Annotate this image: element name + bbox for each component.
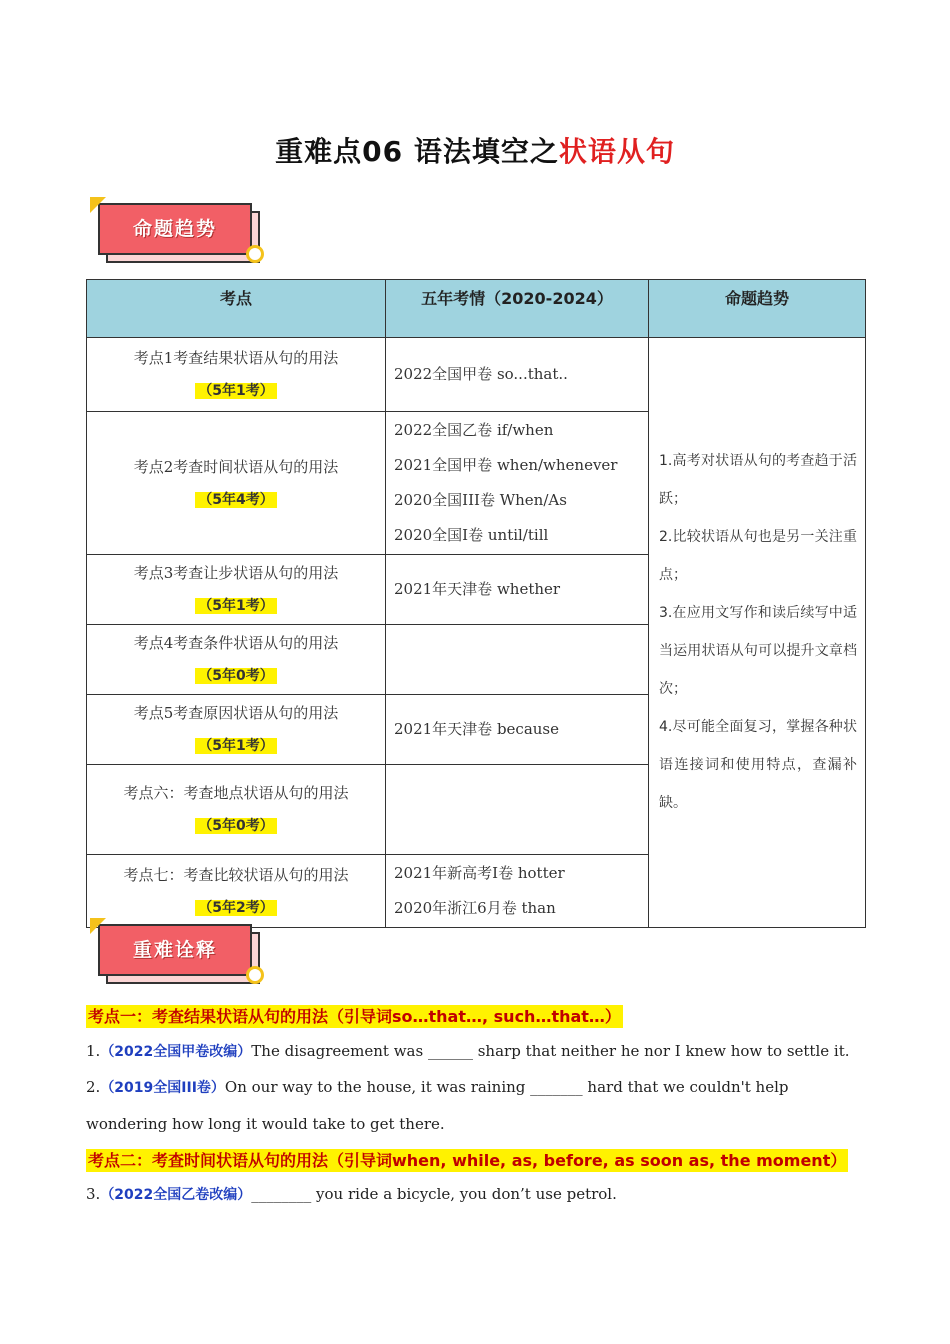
- explain-badge: [98, 924, 268, 986]
- ring-icon: [246, 966, 264, 984]
- count-badge: （5年0考）: [195, 668, 276, 684]
- count-badge: （5年2考）: [195, 900, 276, 916]
- section-heading-2: 考点二：考查时间状语从句的用法（引导词when, while, as, before, as soon as, the moment）: [88, 1151, 847, 1170]
- exam-cell: 2022全国乙卷 if/when 2021全国甲卷 when/whenever 2020全国III卷 When/As 2020全国I卷 until/till: [386, 412, 649, 555]
- trend-item: 3.在应用文写作和读后续写中适当运用状语从句可以提升文章档次；: [659, 605, 857, 697]
- page-title: 重难点06 语法填空之状语从句: [275, 135, 675, 168]
- question-1: 1.（2022全国甲卷改编）The disagreement was ______ sharp that neither he nor I knew how to settle it.: [86, 1042, 850, 1060]
- trend-badge: [98, 203, 268, 265]
- count-badge: （5年1考）: [195, 598, 276, 614]
- exam-cell: 2021年新高考I卷 hotter 2020年浙江6月卷 than: [386, 855, 649, 928]
- flag-icon: [90, 918, 106, 934]
- exam-cell: 2021年天津卷 because: [386, 695, 649, 765]
- trend-cell: [649, 338, 866, 928]
- point-cell: 考点六：考查地点状语从句的用法 （5年0考）: [87, 765, 386, 855]
- point-cell: 考点2考查时间状语从句的用法 （5年4考）: [87, 412, 386, 555]
- exam-cell: [386, 625, 649, 695]
- point-cell: 考点5考查原因状语从句的用法 （5年1考）: [87, 695, 386, 765]
- section-heading-1: 考点一：考查结果状语从句的用法（引导词so…that…, such…that…）: [88, 1007, 621, 1026]
- count-badge: （5年1考）: [195, 738, 276, 754]
- trend-item: 1.高考对状语从句的考查趋于活跃；: [659, 453, 857, 507]
- trend-item: 2.比较状语从句也是另一关注重点；: [659, 529, 857, 583]
- explain-badge-label: 重难诠释: [98, 924, 252, 976]
- table-header: 命题趋势: [649, 280, 866, 338]
- table-row: [87, 338, 866, 412]
- point-cell: 考点3考查让步状语从句的用法 （5年1考）: [87, 555, 386, 625]
- question-source: （2022全国甲卷改编）: [100, 1044, 252, 1060]
- ring-icon: [246, 245, 264, 263]
- exam-cell: 2022全国甲卷 so...that..: [386, 338, 649, 412]
- count-badge: （5年0考）: [195, 818, 276, 834]
- question-3: 3.（2022全国乙卷改编）________ you ride a bicycle, you don’t use petrol.: [86, 1185, 617, 1203]
- question-source: （2019全国III卷）: [100, 1080, 225, 1096]
- exam-table: [86, 279, 866, 928]
- flag-icon: [90, 197, 106, 213]
- point-cell: 考点1考查结果状语从句的用法 （5年1考）: [87, 338, 386, 412]
- question-source: （2022全国乙卷改编）: [100, 1187, 252, 1203]
- trend-item: 4.尽可能全面复习，掌握各种状语连接词和使用特点，查漏补缺。: [659, 719, 857, 811]
- table-header-row: [87, 280, 866, 338]
- count-badge: （5年1考）: [195, 383, 276, 399]
- table-header: 考点: [87, 280, 386, 338]
- exam-cell: 2021年天津卷 whether: [386, 555, 649, 625]
- table-header: 五年考情（2020-2024）: [386, 280, 649, 338]
- count-badge: （5年4考）: [195, 492, 276, 508]
- question-2: 2.（2019全国III卷）On our way to the house, it was raining _______ hard that we couldn't help wondering how long it would take to get there.: [86, 1078, 789, 1133]
- point-cell: 考点七：考查比较状语从句的用法 （5年2考）: [87, 855, 386, 928]
- point-cell: 考点4考查条件状语从句的用法 （5年0考）: [87, 625, 386, 695]
- title-highlight: 状语从句: [558, 135, 675, 168]
- trend-badge-label: 命题趋势: [98, 203, 252, 255]
- exam-cell: [386, 765, 649, 855]
